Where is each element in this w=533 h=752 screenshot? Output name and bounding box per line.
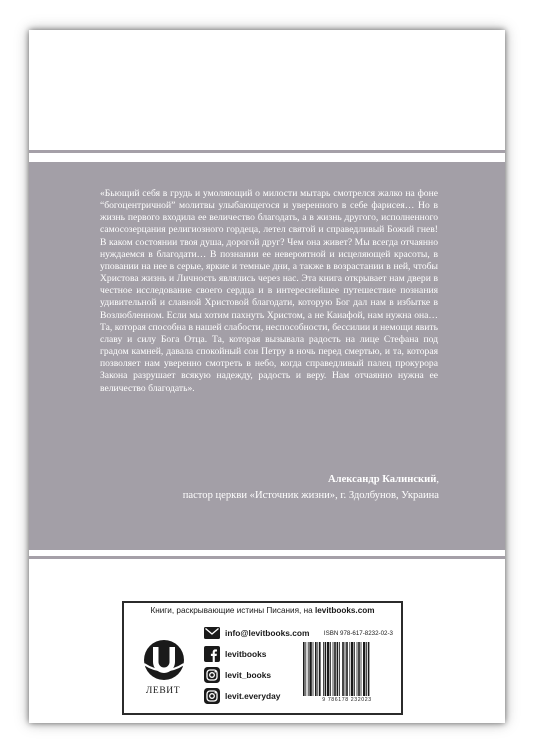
barcode-bar	[346, 642, 348, 696]
barcode-bar	[309, 642, 311, 696]
barcode-bar	[337, 642, 339, 696]
contact-facebook-text: levitbooks	[225, 648, 267, 659]
quote-author-name: Александр Калинский	[327, 474, 437, 485]
top-stripe	[29, 150, 505, 153]
tagline-text: Книги, раскрывающие истины Писания, на	[150, 606, 315, 615]
quote-panel	[29, 162, 505, 550]
barcode-bar	[327, 642, 329, 696]
barcode-bar	[345, 642, 346, 696]
barcode-bar	[315, 642, 317, 696]
contact-instagram-books-text: levit_books	[225, 669, 272, 680]
barcode-bar	[368, 642, 370, 696]
contact-instagram-everyday[interactable]	[204, 686, 280, 705]
barcode-bar	[358, 642, 360, 696]
facebook-icon	[204, 646, 220, 662]
barcode-bar	[317, 642, 318, 696]
barcode-bar	[333, 642, 334, 696]
instagram-icon	[204, 667, 220, 683]
barcode-bar	[342, 642, 344, 696]
contact-email-text: info@levitbooks.com	[225, 627, 310, 638]
tagline-site: levitbooks.com	[314, 606, 375, 615]
isbn-number: ISBN 978-617-8232-02-3	[323, 630, 393, 637]
barcode-bar	[313, 642, 314, 696]
barcode-bar	[366, 642, 367, 696]
barcode-bar	[354, 642, 355, 696]
publisher-name: ЛЕВИТ	[145, 686, 181, 696]
barcode-bar	[349, 642, 350, 696]
mail-icon	[204, 625, 220, 641]
barcode-bar	[357, 642, 358, 696]
publisher-tagline	[124, 606, 401, 615]
contact-instagram-everyday-text: levit.everyday	[225, 690, 281, 701]
barcode-bar	[325, 642, 327, 696]
barcode-bar	[305, 642, 306, 696]
barcode-bar	[339, 642, 340, 696]
contact-email[interactable]	[204, 623, 309, 642]
contact-instagram-books[interactable]	[204, 665, 271, 684]
quote-author	[328, 474, 439, 485]
quote-author-role: пастор церкви «Источник жизни», г. Здолбунов, Украина	[182, 490, 439, 501]
quote-author-comma: ,	[436, 474, 439, 485]
barcode-bar	[351, 642, 353, 696]
barcode-bar	[334, 642, 336, 696]
barcode-bar	[363, 642, 365, 696]
contact-facebook[interactable]	[204, 644, 266, 663]
barcode-bar	[303, 642, 305, 696]
bottom-stripe	[29, 556, 505, 559]
barcode-digits: 9 786178 232023	[322, 697, 372, 703]
publisher-footer	[122, 601, 403, 715]
barcode-bar	[323, 642, 324, 696]
instagram-icon	[204, 688, 220, 704]
barcode-bar	[330, 642, 331, 696]
barcode-icon	[301, 642, 393, 696]
barcode-bar	[319, 642, 321, 696]
barcode-bar	[361, 642, 362, 696]
barcode-bar	[308, 642, 309, 696]
book-back-cover	[29, 30, 505, 723]
quote-text: «Бьющий себя в грудь и умоляющий о милости мытарь смотрелся жалко на фоне “богоцентричной” молитвы улыбающегося и уверенного в себе фарисея… Но в жизнь первого входила ее величество благодать, а в жизнь другого, исполненного самосозерцания религиозного гордеца, летел святой и справедливый Божий гнев! В каком состоянии твоя душа, дорогой друг? Чем она живет? Мы всегда отчаянно нуждаемся в благодати… В познании ее невероятной и исцеляющей красоты, в уповании на нее в серые, яркие и темные дни, а также в возрастании в ней, чтобы Христова жизнь и Личность являлись через нас. Эта книга открывает нам двери в честное исследование своего сердца и в интереснейшее путешествие познания удивительной и славной Христовой благодати, которую Бог дал нам в избытке в Возлюбленном. Если мы хотим пахнуть Христом, а не Каиафой, нам нужна она… Та, которая способна в нашей слабости, неспособности, бессилии и немощи явить славу и силу Бога Отца. Та, которая вызывала радость на лице Стефана под градом камней, давала спокойный сон Петру в ночь перед смертью, и та, которая позволяет нам уверенно смотреть в небо, когда справедливый палец прокурора Закона разрушает всякую надежду, радость и веру. Нам отчаянно нужна ее величество благодать».	[100, 188, 438, 394]
